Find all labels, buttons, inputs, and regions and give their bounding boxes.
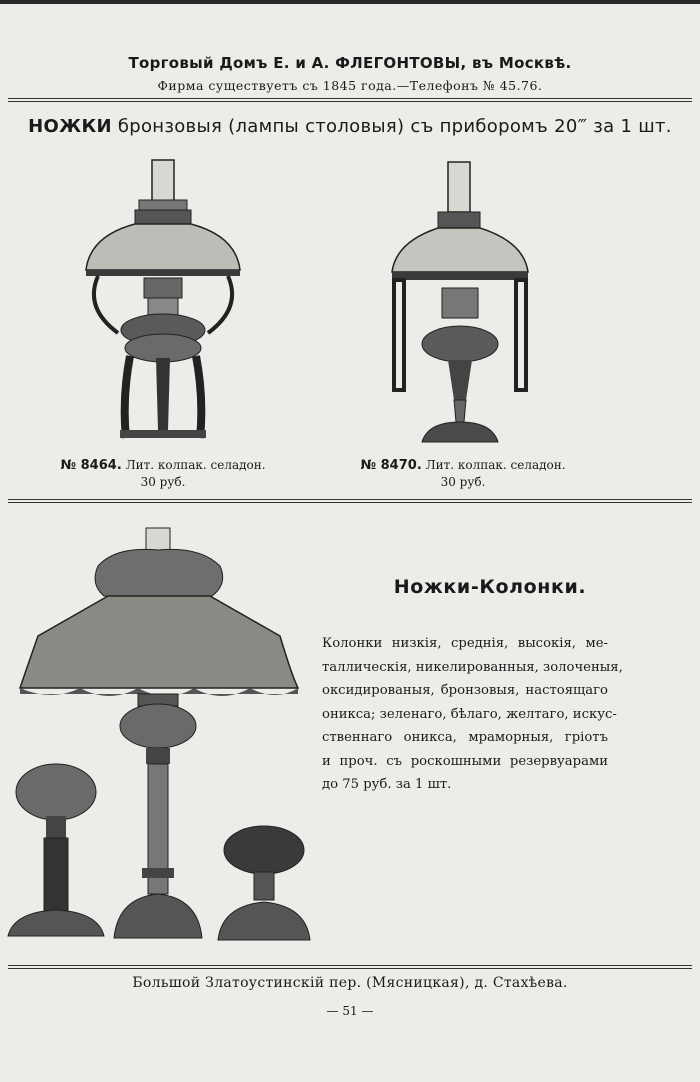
company-info: Фирма существуетъ съ 1845 года.—Телефонъ № 45.76.	[157, 78, 543, 93]
desc-line: ственнаго оникса, мраморныя, гріотъ	[322, 730, 608, 745]
item-desc-8464: Лит. колпак. селадон.	[125, 458, 266, 472]
desc-line: оникса; зеленаго, бѣлаго, желтаго, искус-	[322, 706, 617, 722]
column-lamps-illustration	[6, 526, 316, 946]
section-title-rest: бронзовыя (лампы столовыя) съ приборомъ 20‴ за 1 шт.	[111, 116, 672, 137]
section-title	[0, 116, 700, 137]
lamp-8464-illustration	[78, 158, 248, 448]
page-number: — 51 —	[326, 1004, 374, 1018]
desc-line: таллическія, никелированныя, золоченыя,	[322, 659, 623, 675]
middle-rule	[8, 499, 692, 503]
top-edge	[0, 0, 700, 4]
caption-8464	[58, 457, 268, 490]
section-title-caps: НОЖКИ	[28, 116, 112, 137]
footer-address: Большой Златоустинскій пер. (Мясницкая), д. Стахѣева.	[132, 975, 568, 991]
desc-line: Колонки низкія, среднія, высокія, ме-	[322, 636, 608, 651]
item-price-8470: 30 руб.	[440, 475, 486, 489]
caption-8470	[356, 457, 570, 490]
item-number-8464: № 8464.	[60, 458, 122, 473]
header-rule	[8, 98, 692, 102]
item-desc-8470: Лит. колпак. селадон.	[425, 458, 566, 472]
item-price-8464: 30 руб.	[140, 475, 186, 489]
desc-line: оксидированыя, бронзовыя, настоящаго	[322, 683, 608, 698]
columns-title: Ножки-Колонки.	[393, 576, 587, 598]
company-name: Торговый Домъ Е. и А. ФЛЕГОНТОВЫ, въ Москвѣ.	[128, 54, 572, 72]
item-number-8470: № 8470.	[360, 458, 422, 473]
columns-description	[322, 632, 623, 797]
lamp-8470-illustration	[388, 160, 538, 450]
desc-line: до 75 руб. за 1 шт.	[322, 777, 452, 792]
footer-rule	[8, 965, 692, 969]
desc-line: и проч. съ роскошными резервуарами	[322, 753, 608, 769]
